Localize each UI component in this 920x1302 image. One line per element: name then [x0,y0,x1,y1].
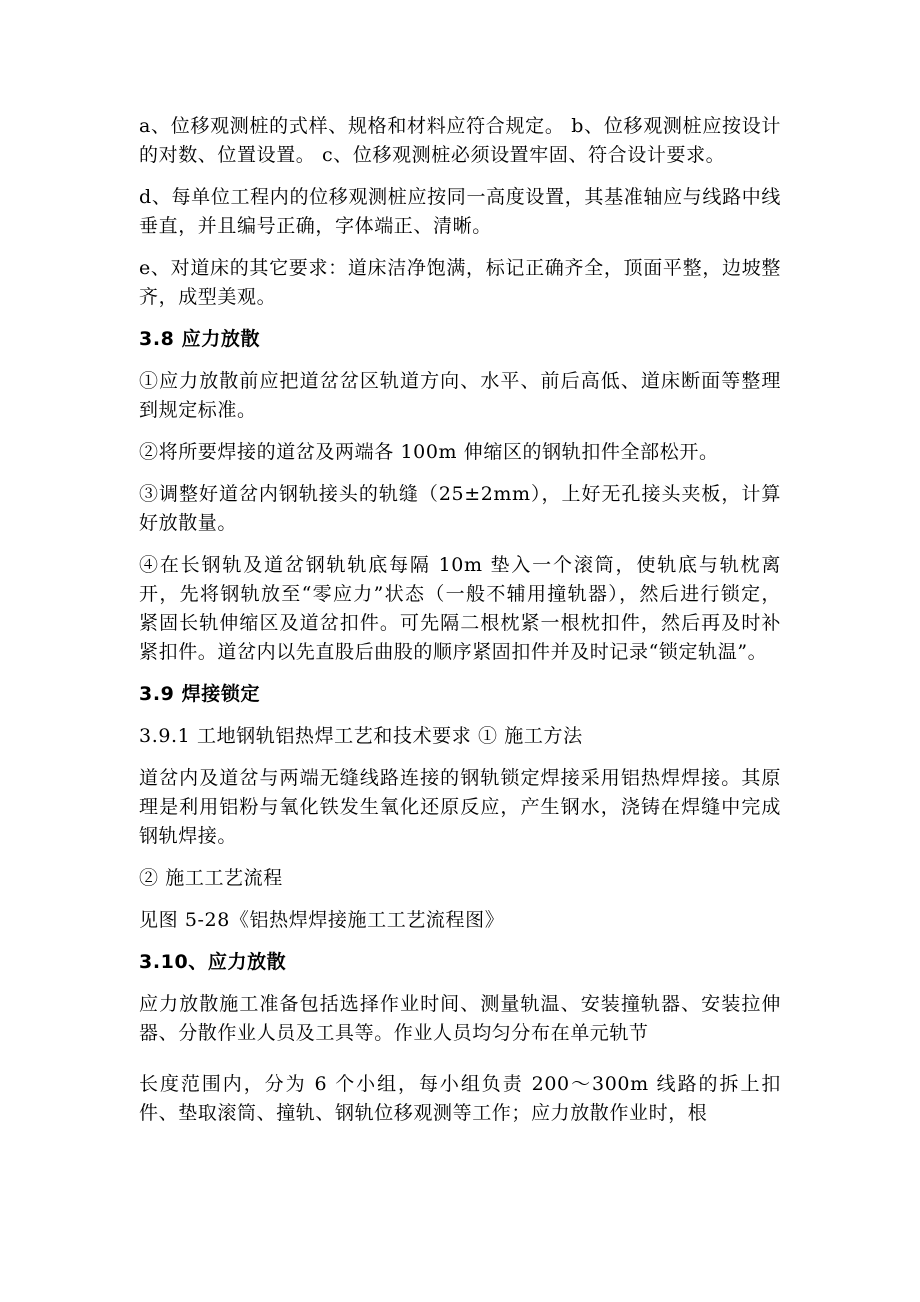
paragraph-stress-release-groups: 长度范围内，分为 6 个小组，每小组负责 200～300m 线路的拆上扣件、垫取滚筒、撞轨、钢轨位移观测等工作；应力放散作业时，根 [139,1073,781,1124]
section-heading-3-9: 3.9 焊接锁定 [139,683,261,705]
paragraph-step-4: ④在长钢轨及道岔钢轨轨底每隔 10m 垫入一个滚筒，使轨底与轨枕离开，先将钢轨放至“零应力”状态（一般不辅用撞轨器），然后进行锁定， 紧固长轨伸缩区及道岔扣件。可先隔二根枕紧一根枕扣件，然后再及时补紧扣件。道岔内以先直股后曲股的顺序紧固扣件并及时记录“锁定轨温”。 [139,554,781,663]
paragraph-stress-release-prep: 应力放散施工准备包括选择作业时间、测量轨温、安装撞轨器、安装拉伸器、分散作业人员及工具等。作业人员均匀分布在单元轨节 [139,993,781,1044]
paragraph-observation-stake-height: d、每单位工程内的位移观测桩应按同一高度设置，其基准轴应与线路中线垂直，并且编号正确，字体端正、清晰。 [139,186,781,237]
paragraph-step-1: ①应力放散前应把道岔岔区轨道方向、水平、前后高低、道床断面等整理到规定标准。 [139,370,781,421]
paragraph-ballast-requirements: e、对道床的其它要求：道床洁净饱满，标记正确齐全，顶面平整，边坡整齐，成型美观。 [139,257,781,308]
paragraph-process-flow: ② 施工工艺流程 [139,867,283,889]
document-page [139,112,781,1141]
paragraph-figure-reference: 见图 5-28《铝热焊焊接施工工艺流程图》 [139,909,505,931]
paragraph-step-2: ②将所要焊接的道岔及两端各 100m 伸缩区的钢轨扣件全部松开。 [139,441,719,463]
paragraph-step-3: ③调整好道岔内钢轨接头的轨缝（25±2mm），上好无孔接头夹板，计算好放散量。 [139,483,781,534]
paragraph-observation-stake-specs: a、位移观测桩的式样、规格和材料应符合规定。 b、位移观测桩应按设计的对数、位置设置。 c、位移观测桩必须设置牢固、符合设计要求。 [139,115,781,166]
section-heading-3-10: 3.10、应力放散 [139,951,287,973]
section-heading-3-8: 3.8 应力放散 [139,328,261,350]
paragraph-thermite-welding: 道岔内及道岔与两端无缝线路连接的钢轨锁定焊接采用铝热焊焊接。其原理是利用铝粉与氧化铁发生氧化还原反应，产生钢水，浇铸在焊缝中完成钢轨焊接。 [139,767,781,847]
paragraph-3-9-1: 3.9.1 工地钢轨铝热焊工艺和技术要求 ① 施工方法 [139,725,583,747]
